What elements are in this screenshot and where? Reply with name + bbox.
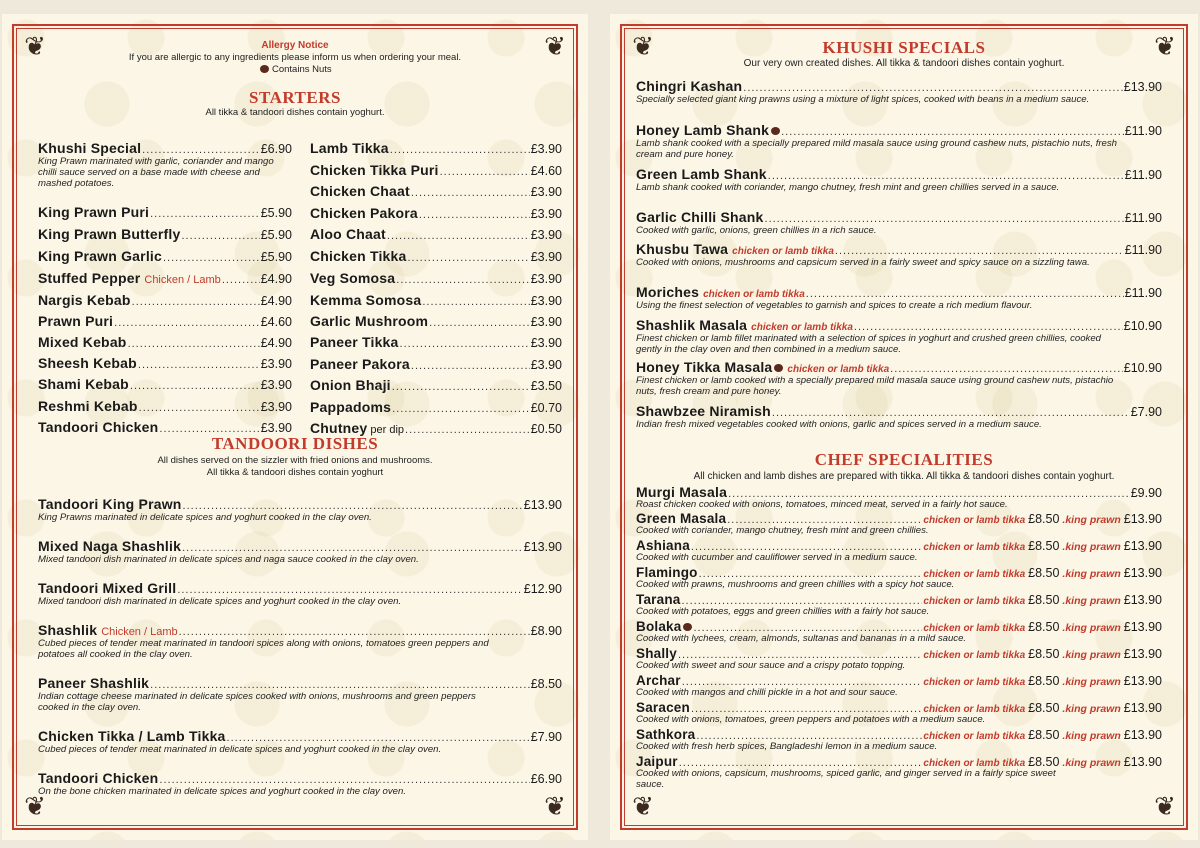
leader-dots	[440, 166, 530, 178]
item-description: Mixed tandoori dish marinated in delicate spices and yoghurt cooked in the clay oven.	[38, 596, 402, 607]
leader-dots	[419, 209, 530, 221]
item-description: Finest chicken or lamb fillet marinated with a selection of spices in yoghurt and crushed green chillies, cooked gently in the clay oven and then combined in a medium sauce.	[636, 333, 1102, 355]
item-price-king-prawn: £13.90	[1123, 755, 1162, 769]
menu-item	[636, 317, 1162, 333]
item-price: £6.90	[530, 772, 562, 786]
item-price-king-prawn: £13.90	[1123, 539, 1162, 553]
menu-item	[310, 183, 562, 199]
item-name: Nargis Kebab	[38, 292, 131, 308]
item-description: Cooked with coriander, mango chutney, fresh mint and green chillies.	[636, 525, 929, 536]
item-price: £3.90	[530, 207, 562, 221]
item-name: Garlic Chilli Shank	[636, 209, 764, 225]
leader-dots	[806, 288, 1124, 300]
item-name: Chicken Chaat	[310, 183, 410, 199]
leader-dots	[390, 144, 530, 156]
leader-dots	[227, 732, 530, 744]
item-description: Cooked with onions, mushrooms and capsicum served in a fairly sweet and spicy sauce on a sizzling tawa.	[636, 257, 1090, 268]
menu-item	[636, 241, 1162, 257]
menu-item	[636, 538, 1162, 553]
leader-dots	[835, 245, 1124, 257]
nut-icon	[771, 127, 780, 135]
menu-item	[636, 484, 1162, 500]
leader-dots	[781, 126, 1124, 138]
item-price: £11.90	[1124, 286, 1162, 300]
menu-item	[636, 727, 1162, 742]
item-name: Tandoori King Prawn	[38, 496, 182, 512]
menu-item	[38, 398, 292, 414]
leader-dots	[396, 274, 529, 286]
starters-subtitle: All tikka & tandoori dishes contain yoghurt.	[205, 107, 385, 118]
item-price: £8.50	[1028, 755, 1060, 769]
menu-item	[38, 248, 292, 264]
nut-icon	[260, 65, 269, 73]
menu-item	[310, 292, 562, 308]
menu-item	[310, 399, 562, 415]
item-option: chicken or lamb tikka	[923, 515, 1026, 526]
item-name: Sheesh Kebab	[38, 355, 137, 371]
menu-item	[636, 700, 1162, 715]
menu-item	[636, 166, 1162, 182]
item-price: £7.90	[1130, 405, 1162, 419]
corner-ornament-icon: ❦	[544, 792, 566, 822]
menu-item	[38, 313, 292, 329]
allergy-nuts	[2, 64, 588, 76]
item-name: Garlic Mushroom	[310, 313, 429, 329]
item-name: Tarana	[636, 592, 681, 607]
leader-dots	[130, 380, 260, 392]
item-name: Chutney	[310, 420, 368, 436]
item-description: Cooked with onions, tomatoes, green peppers and potatoes with a medium sauce.	[636, 714, 986, 725]
leader-dots	[181, 230, 259, 242]
menu-item	[310, 334, 562, 350]
menu-item	[636, 511, 1162, 526]
item-price: £12.90	[523, 582, 562, 596]
leader-dots	[768, 170, 1124, 182]
leader-dots	[429, 317, 530, 329]
item-description: On the bone chicken marinated in delicate spices and yoghurt cooked in the clay oven.	[38, 786, 406, 797]
menu-item	[636, 403, 1162, 419]
item-description: Cooked with potatoes, eggs and green chillies with a fairly hot sauce.	[636, 606, 930, 617]
menu-item	[636, 209, 1162, 225]
item-name: Chicken Tikka Puri	[310, 162, 439, 178]
item-price: £13.90	[523, 498, 562, 512]
item-price: £8.50	[1028, 620, 1060, 634]
item-option: Chicken / Lamb	[101, 626, 178, 638]
leader-dots	[182, 542, 523, 554]
leader-dots	[772, 407, 1130, 419]
item-name: Reshmi Kebab	[38, 398, 138, 414]
item-description: Cooked with lychees, cream, almonds, sultanas and bananas in a mild sauce.	[636, 633, 967, 644]
item-option: chicken or lamb tikka	[923, 650, 1026, 661]
nut-icon	[683, 623, 692, 631]
menu-item	[310, 270, 562, 286]
leader-dots	[411, 360, 530, 372]
item-description: Cubed pieces of tender meat marinated in delicate spices and yoghurt cooked in the clay oven.	[38, 744, 442, 755]
menu-page-right	[610, 14, 1198, 840]
item-price: £11.90	[1124, 211, 1162, 225]
menu-page-left	[2, 14, 588, 840]
menu-item	[38, 538, 562, 554]
item-price: £8.50	[1028, 593, 1060, 607]
item-name: Pappadoms	[310, 399, 392, 415]
item-price: £0.50	[530, 422, 562, 436]
item-option: chicken or lamb tikka	[787, 364, 890, 375]
nuts-label: Contains Nuts	[271, 64, 332, 75]
tandoori-subtitle-2: All tikka & tandoori dishes contain yoghurt	[206, 467, 384, 478]
item-name: Kemma Somosa	[310, 292, 422, 308]
item-name: Tandoori Mixed Grill	[38, 580, 177, 596]
item-price: £3.90	[530, 315, 562, 329]
item-price: £5.90	[260, 250, 292, 264]
item-price-king-prawn: £13.90	[1123, 647, 1162, 661]
menu-item	[636, 78, 1162, 94]
item-name: Green Masala	[636, 511, 727, 526]
menu-item	[636, 122, 1162, 138]
item-description: Cooked with fresh herb spices, Bangladeshi lemon in a medium sauce.	[636, 741, 938, 752]
item-description: Roast chicken cooked with onions, tomatoes, minced meat, served in a fairly hot sauce.	[636, 499, 1008, 510]
allergy-title: Allergy Notice	[261, 40, 329, 51]
menu-item	[636, 284, 1162, 300]
item-option: chicken or lamb tikka	[923, 623, 1026, 634]
item-description: Finest chicken or lamb cooked with a specially prepared mild masala sauce using ground cashew nuts, pistachio nuts, fresh cream and pure honey.	[636, 375, 1114, 397]
menu-item	[310, 226, 562, 242]
item-name: Shawbzee Niramish	[636, 403, 771, 419]
item-option: chicken or lamb tikka	[923, 731, 1026, 742]
corner-ornament-icon: ❦	[632, 32, 654, 62]
menu-item	[38, 376, 292, 392]
item-name: Mixed Kebab	[38, 334, 127, 350]
leader-dots	[408, 252, 530, 264]
item-name: Khusbu Tawa	[636, 241, 729, 257]
king-prawn-option: .king prawn	[1062, 676, 1121, 688]
item-description: Cooked with garlic, onions, green chillies in a rich sauce.	[636, 225, 877, 236]
leader-dots	[387, 230, 530, 242]
item-price: £3.90	[530, 228, 562, 242]
item-description: Specially selected giant king prawns using a mixture of light spices, cooked with beans in a medium sauce.	[636, 94, 1090, 105]
leader-dots	[159, 774, 529, 786]
item-name: Saracen	[636, 700, 690, 715]
menu-item	[310, 248, 562, 264]
nut-icon	[774, 364, 783, 372]
menu-item	[38, 334, 292, 350]
item-name: Honey Tikka Masala	[636, 359, 773, 375]
king-prawn-option: .king prawn	[1062, 622, 1121, 634]
king-prawn-option: .king prawn	[1062, 595, 1121, 607]
item-name: Chicken Tikka / Lamb Tikka	[38, 728, 226, 744]
leader-dots	[128, 338, 260, 350]
item-option: chicken or lamb tikka	[751, 322, 853, 333]
item-price: £9.90	[1130, 486, 1162, 500]
corner-ornament-icon: ❦	[1154, 32, 1176, 62]
item-price: £3.90	[530, 142, 562, 156]
menu-item	[38, 355, 292, 371]
menu-item	[636, 565, 1162, 580]
leader-dots	[400, 338, 530, 350]
item-price: £8.50	[1028, 728, 1060, 742]
item-description: King Prawns marinated in delicate spices and yoghurt cooked in the clay oven.	[38, 512, 372, 523]
item-name: Chingri Kashan	[636, 78, 743, 94]
leader-dots	[392, 381, 530, 393]
item-name: Green Lamb Shank	[636, 166, 767, 182]
item-description: Indian cottage cheese marinated in delicate spices cooked with onions, mushrooms and green peppers cooked in the clay oven.	[38, 691, 476, 713]
item-price: £3.90	[530, 358, 562, 372]
item-name: King Prawn Puri	[38, 204, 150, 220]
leader-dots	[765, 213, 1124, 225]
item-price: £3.50	[530, 379, 562, 393]
menu-item	[310, 205, 562, 221]
menu-item	[38, 419, 292, 435]
item-name: King Prawn Butterfly	[38, 226, 181, 242]
starters-title: STARTERS	[249, 88, 341, 107]
item-price: £10.90	[1123, 319, 1162, 333]
item-name: Tandoori Chicken	[38, 770, 159, 786]
khushi-subtitle: Our very own created dishes. All tikka & tandoori dishes contain yoghurt.	[743, 58, 1065, 69]
item-price: £11.90	[1124, 124, 1162, 138]
item-name: Shashlik Masala	[636, 317, 748, 333]
item-option: chicken or lamb tikka	[923, 704, 1026, 715]
item-name: Honey Lamb Shank	[636, 122, 770, 138]
king-prawn-option: .king prawn	[1062, 757, 1121, 769]
item-description: King Prawn marinated with garlic, coriander and mango chilli sauce served on a base made with cheese and mashed potatoes.	[38, 156, 274, 189]
king-prawn-option: .king prawn	[1062, 703, 1121, 715]
item-name: Chicken Tikka	[310, 248, 407, 264]
menu-item	[310, 313, 562, 329]
item-option: chicken or lamb tikka	[703, 289, 805, 300]
item-price: £8.50	[1028, 539, 1060, 553]
leader-dots	[183, 500, 523, 512]
item-price-king-prawn: £13.90	[1123, 566, 1162, 580]
menu-item	[38, 728, 562, 744]
item-price: £5.90	[260, 206, 292, 220]
menu-item	[38, 496, 562, 512]
item-option: chicken or lamb tikka	[923, 569, 1026, 580]
item-price: £3.90	[530, 294, 562, 308]
leader-dots	[114, 317, 260, 329]
item-unit: per dip	[370, 424, 405, 436]
menu-item	[38, 226, 292, 242]
item-name: Paneer Tikka	[310, 334, 399, 350]
item-price: £4.90	[260, 294, 292, 308]
leader-dots	[142, 144, 260, 156]
item-name: Shami Kebab	[38, 376, 129, 392]
menu-item	[38, 270, 292, 286]
item-price: £3.90	[530, 250, 562, 264]
menu-item	[38, 140, 292, 156]
item-name: Archar	[636, 673, 681, 688]
menu-item	[38, 580, 562, 596]
item-price: £8.50	[1028, 647, 1060, 661]
item-name: Jaipur	[636, 754, 678, 769]
item-price: £4.90	[260, 336, 292, 350]
leader-dots	[411, 187, 530, 199]
leader-dots	[163, 252, 260, 264]
item-name: Moriches	[636, 284, 700, 300]
item-option: Chicken / Lamb	[144, 274, 221, 286]
item-price: £6.90	[260, 142, 292, 156]
item-price: £5.90	[260, 228, 292, 242]
item-price: £4.90	[260, 272, 292, 286]
item-price: £8.50	[1028, 674, 1060, 688]
item-description: Cooked with sweet and sour sauce and a crispy potato topping.	[636, 660, 906, 671]
allergy-text: If you are allergic to any ingredients please inform us when ordering your meal.	[128, 52, 462, 63]
menu-item	[38, 204, 292, 220]
item-description: Cooked with onions, capsicum, mushrooms, spiced garlic, and ginger served in a fairly spice sweet sauce.	[636, 768, 1056, 790]
item-name: Paneer Pakora	[310, 356, 410, 372]
tandoori-title: TANDOORI DISHES	[211, 434, 379, 453]
item-price: £3.90	[530, 185, 562, 199]
item-price: £4.60	[260, 315, 292, 329]
item-description: Cooked with prawns, mushrooms and green chillies with a spicy hot sauce.	[636, 579, 955, 590]
item-price: £3.90	[530, 272, 562, 286]
item-price: £8.50	[1028, 512, 1060, 526]
tandoori-subtitle-1: All dishes served on the sizzler with fried onions and mushrooms.	[157, 455, 433, 466]
leader-dots	[177, 584, 522, 596]
item-name: Prawn Puri	[38, 313, 114, 329]
king-prawn-option: .king prawn	[1062, 730, 1121, 742]
item-name: Tandoori Chicken	[38, 419, 159, 435]
menu-item	[310, 377, 562, 393]
king-prawn-option: .king prawn	[1062, 514, 1121, 526]
item-description: Using the finest selection of vegetables to garnish and spices to create a rich medium flavour.	[636, 300, 1033, 311]
leader-dots	[222, 274, 260, 286]
menu-item	[636, 592, 1162, 607]
item-option: chicken or lamb tikka	[923, 758, 1026, 769]
item-name: Mixed Naga Shashlik	[38, 538, 182, 554]
item-price: £11.90	[1124, 243, 1162, 257]
menu-item	[636, 646, 1162, 661]
leader-dots	[854, 321, 1123, 333]
menu-item	[310, 162, 562, 178]
item-price: £8.50	[1028, 566, 1060, 580]
item-price: £13.90	[1123, 80, 1162, 94]
item-price: £3.90	[260, 400, 292, 414]
leader-dots	[138, 359, 260, 371]
leader-dots	[422, 296, 529, 308]
leader-dots	[139, 402, 260, 414]
leader-dots	[890, 363, 1123, 375]
item-price: £8.50	[1028, 701, 1060, 715]
item-description: Indian fresh mixed vegetables cooked with onions, garlic and spices served in a medium sauce.	[636, 419, 1042, 430]
item-price: £3.90	[260, 357, 292, 371]
item-price-king-prawn: £13.90	[1123, 728, 1162, 742]
corner-ornament-icon: ❦	[1154, 792, 1176, 822]
item-price: £10.90	[1123, 361, 1162, 375]
item-price: £3.90	[260, 378, 292, 392]
item-price: £11.90	[1124, 168, 1162, 182]
leader-dots	[743, 82, 1123, 94]
item-name: Chicken Pakora	[310, 205, 418, 221]
leader-dots	[150, 208, 260, 220]
item-option: chicken or lamb tikka	[923, 596, 1026, 607]
item-name: Aloo Chaat	[310, 226, 386, 242]
menu-item	[636, 754, 1162, 769]
leader-dots	[179, 626, 530, 638]
corner-ornament-icon: ❦	[24, 792, 46, 822]
item-price-king-prawn: £13.90	[1123, 674, 1162, 688]
item-price-king-prawn: £13.90	[1123, 593, 1162, 607]
item-price-king-prawn: £13.90	[1123, 701, 1162, 715]
item-name: Stuffed Pepper	[38, 270, 141, 286]
corner-ornament-icon: ❦	[632, 792, 654, 822]
corner-ornament-icon: ❦	[544, 32, 566, 62]
item-description: Mixed tandoori dish marinated in delicate spices and naga sauce cooked in the clay oven.	[38, 554, 419, 565]
item-price: £3.90	[260, 421, 292, 435]
item-name: King Prawn Garlic	[38, 248, 162, 264]
king-prawn-option: .king prawn	[1062, 541, 1121, 553]
item-option: chicken or lamb tikka	[923, 677, 1026, 688]
menu-item	[636, 619, 1162, 634]
item-name: Sathkora	[636, 727, 696, 742]
chef-title: CHEF SPECIALITIES	[814, 450, 994, 469]
leader-dots	[392, 403, 530, 415]
leader-dots	[132, 296, 260, 308]
menu-item	[310, 140, 562, 156]
item-description: Cubed pieces of tender meat marinated in tandoori spices along with onions, tomatoes green peppers and potatoes all cooked in the clay oven.	[38, 638, 489, 660]
menu-item	[38, 622, 562, 638]
item-name: Murgi Masala	[636, 484, 728, 500]
item-price: £3.90	[530, 336, 562, 350]
king-prawn-option: .king prawn	[1062, 649, 1121, 661]
item-description: Lamb shank cooked with a specially prepared mild masala sauce using ground cashew nuts, pistachio nuts, fresh cream and pure honey.	[636, 138, 1118, 160]
item-name: Shally	[636, 646, 677, 661]
item-option: chicken or lamb tikka	[923, 542, 1026, 553]
menu-item	[38, 292, 292, 308]
item-name: Shashlik	[38, 622, 98, 638]
item-name: Khushi Special	[38, 140, 142, 156]
menu-item	[636, 673, 1162, 688]
menu-item	[636, 359, 1162, 375]
item-description: Lamb shank cooked with coriander, mango chutney, fresh mint and green chillies served in a sauce.	[636, 182, 1060, 193]
item-price: £8.50	[530, 677, 562, 691]
item-name: Lamb Tikka	[310, 140, 389, 156]
item-name: Onion Bhaji	[310, 377, 391, 393]
item-name: Ashiana	[636, 538, 690, 553]
leader-dots	[150, 679, 530, 691]
item-price: £4.60	[530, 164, 562, 178]
item-price: £0.70	[530, 401, 562, 415]
item-price-king-prawn: £13.90	[1123, 512, 1162, 526]
king-prawn-option: .king prawn	[1062, 568, 1121, 580]
menu-item	[38, 675, 562, 691]
menu-item	[310, 356, 562, 372]
khushi-title: KHUSHI SPECIALS	[822, 38, 986, 57]
item-name: Bolaka	[636, 619, 682, 634]
item-description: Cooked with cucumber and cauliflower served in a medium sauce.	[636, 552, 918, 563]
corner-ornament-icon: ❦	[24, 32, 46, 62]
item-name: Paneer Shashlik	[38, 675, 150, 691]
chef-subtitle: All chicken and lamb dishes are prepared with tikka. All tikka & tandoori dishes contain yoghurt.	[693, 471, 1115, 482]
item-name: Veg Somosa	[310, 270, 396, 286]
item-description: Cooked with mangos and chilli pickle in a hot and sour sauce.	[636, 687, 898, 698]
item-price: £7.90	[530, 730, 562, 744]
item-name: Flamingo	[636, 565, 698, 580]
item-price: £13.90	[523, 540, 562, 554]
item-price-king-prawn: £13.90	[1123, 620, 1162, 634]
menu-item	[38, 770, 562, 786]
item-option: chicken or lamb tikka	[732, 246, 834, 257]
item-price: £8.90	[530, 624, 562, 638]
